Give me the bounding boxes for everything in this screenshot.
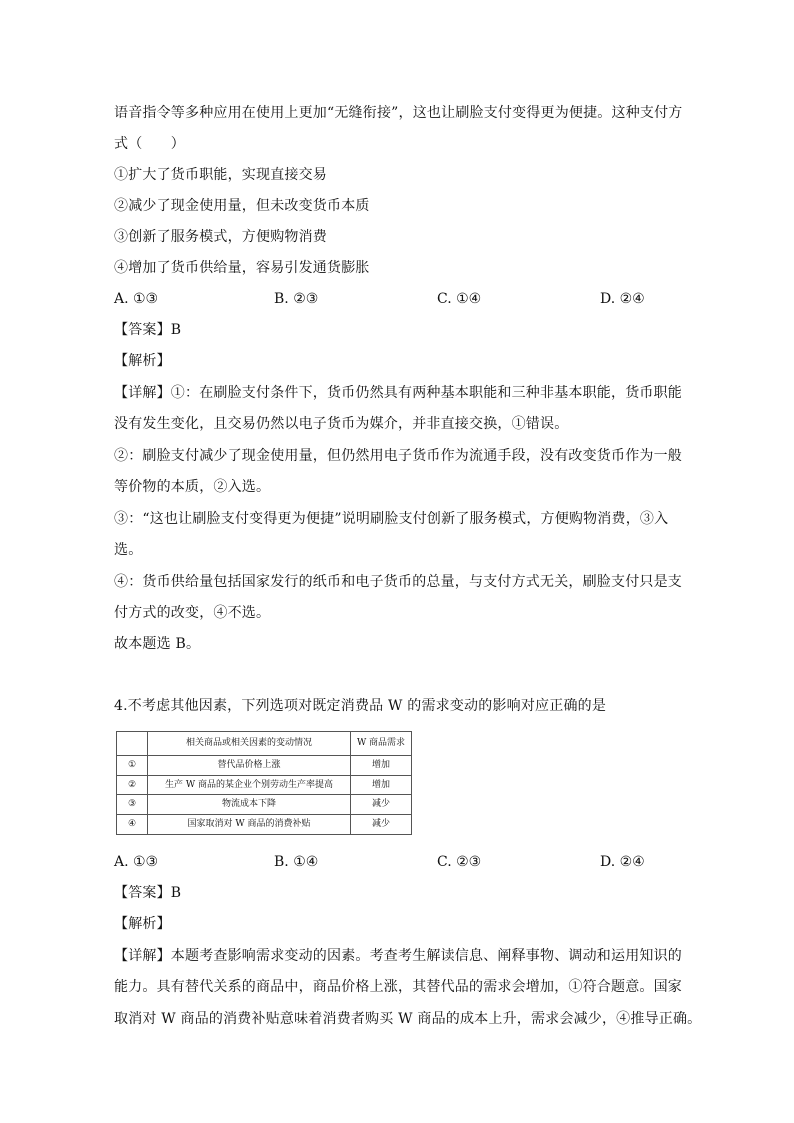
q3-item-1: ①扩大了货币职能，实现直接交易	[114, 167, 327, 183]
table-header-cell: 相关商品或相关因素的变动情况	[148, 732, 351, 756]
q4-stem: 4.不考虑其他因素，下列选项对既定消费品 W 的需求变动的影响对应正确的是	[114, 698, 607, 714]
table-row	[117, 775, 412, 795]
q3-conclusion: 故本题选 B。	[114, 636, 201, 652]
q3-detail-line-4: 等价物的本质，②入选。	[114, 479, 271, 495]
q4-table	[116, 731, 412, 835]
q3-detail-line-5: ③：“这也让刷脸支付变得更为便捷”说明刷脸支付创新了服务模式，方便购物消费，③入	[114, 511, 669, 527]
table-cell: ③	[117, 795, 148, 815]
q3-stem-line-1: 语音指令等多种应用在使用上更加“无缝衔接”，这也让刷脸支付变得更为便捷。这种支付方	[114, 105, 683, 121]
table-row	[117, 755, 412, 775]
q3-options	[114, 289, 684, 309]
q3-option-a: A. ①③	[114, 291, 159, 307]
table-cell: 生产 W 商品的某企业个别劳动生产率提高	[148, 775, 351, 795]
table-cell: ④	[117, 815, 148, 835]
q4-option-a: A. ①③	[114, 854, 159, 870]
table-cell: 增加	[351, 755, 412, 775]
q4-options	[114, 852, 684, 872]
table-header-row	[117, 732, 412, 756]
table-row	[117, 795, 412, 815]
table-cell: 减少	[351, 815, 412, 835]
q4-option-c: C. ②③	[437, 854, 482, 870]
q3-analysis-label: 【解析】	[114, 353, 171, 369]
q4-detail-line-2: 能力。具有替代关系的商品中，商品价格上涨，其替代品的需求会增加，①符合题意。国家	[114, 979, 682, 995]
q3-detail-line-8: 付方式的改变，④不选。	[114, 605, 271, 621]
q4-option-d: D. ②④	[600, 854, 645, 870]
q3-option-d: D. ②④	[600, 291, 645, 307]
q3-detail-line-3: ②：刷脸支付减少了现金使用量，但仍然用电子货币作为流通手段，没有改变货币作为一般	[114, 448, 682, 464]
table-row	[117, 815, 412, 835]
q4-answer: 【答案】B	[114, 885, 182, 901]
table-cell: 减少	[351, 795, 412, 815]
table-cell: 替代品价格上涨	[148, 755, 351, 775]
q4-option-b: B. ①④	[274, 854, 319, 870]
q3-stem-line-2: 式（ ）	[114, 136, 185, 152]
table-cell: 国家取消对 W 商品的消费补贴	[148, 815, 351, 835]
q3-detail-line-2: 没有发生变化，且交易仍然以电子货币为媒介，并非直接交换，①错误。	[114, 416, 569, 432]
table-cell: 增加	[351, 775, 412, 795]
q3-item-4: ④增加了货币供给量，容易引发通货膨胀	[114, 260, 370, 276]
q3-detail-line-6: 选。	[114, 542, 143, 558]
table-cell: ②	[117, 775, 148, 795]
q3-answer: 【答案】B	[114, 322, 182, 338]
table-header-cell	[117, 732, 148, 756]
q3-option-b: B. ②③	[274, 291, 319, 307]
q3-item-2: ②减少了现金使用量，但未改变货币本质	[114, 198, 370, 214]
q4-detail-line-1: 【详解】本题考查影响需求变动的因素。考查考生解读信息、阐释事物、调动和运用知识的	[114, 948, 682, 964]
table-cell: ①	[117, 755, 148, 775]
table-header-cell: W 商品需求	[351, 732, 412, 756]
table-cell: 物流成本下降	[148, 795, 351, 815]
q3-item-3: ③创新了服务模式，方便购物消费	[114, 229, 327, 245]
q3-option-c: C. ①④	[437, 291, 482, 307]
q4-analysis-label: 【解析】	[114, 916, 171, 932]
q3-detail-line-1: 【详解】①：在刷脸支付条件下，货币仍然具有两种基本职能和三种非基本职能，货币职能	[114, 385, 682, 401]
q4-detail-line-3: 取消对 W 商品的消费补贴意味着消费者购买 W 商品的成本上升，需求会减少，④推导正确。	[114, 1011, 702, 1027]
q3-detail-line-7: ④：货币供给量包括国家发行的纸币和电子货币的总量，与支付方式无关，刷脸支付只是支	[114, 574, 682, 590]
